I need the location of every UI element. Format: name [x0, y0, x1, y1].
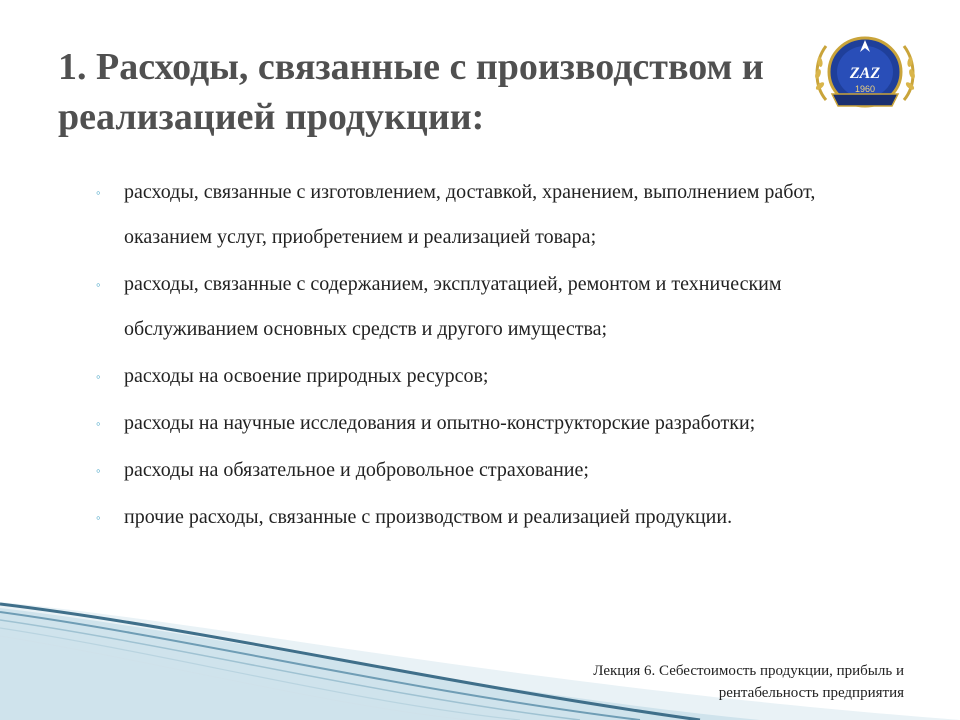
slide-title: 1. Расходы, связанные с производством и реализацией продукции: [58, 46, 764, 138]
bullet-list [96, 170, 896, 542]
circle-bullet-icon: ◦ [96, 510, 101, 525]
circle-bullet-icon: ◦ [96, 277, 101, 292]
svg-text:1960: 1960 [854, 84, 876, 94]
circle-bullet-icon: ◦ [96, 185, 101, 200]
bullet-item [96, 262, 896, 352]
bullet-text: расходы, связанные с изготовлением, доставкой, хранением, выполнением работ, оказанием услуг, приобретением и реализацией товара; [124, 181, 816, 248]
bullet-text: расходы на научные исследования и опытно-конструкторские разработки; [124, 412, 756, 434]
bullet-text: расходы, связанные с содержанием, эксплуатацией, ремонтом и техническим обслуживанием основных средств и другого имущества; [124, 273, 782, 340]
circle-bullet-icon: ◦ [96, 463, 101, 478]
bullet-item [96, 495, 896, 540]
circle-bullet-icon: ◦ [96, 416, 101, 431]
bullet-text: расходы на обязательное и добровольное страхование; [124, 459, 589, 481]
bullet-item [96, 354, 896, 399]
bullet-text: расходы на освоение природных ресурсов; [124, 365, 489, 387]
footer-caption [444, 660, 904, 704]
footer-line-2: рентабельность предприятия [718, 685, 904, 701]
bullet-item [96, 401, 896, 446]
bullet-text: прочие расходы, связанные с производством и реализацией продукции. [124, 506, 733, 528]
circle-bullet-icon: ◦ [96, 369, 101, 384]
university-emblem-icon [812, 28, 918, 114]
footer-line-1: Лекция 6. Себестоимость продукции, прибыль и [593, 663, 904, 679]
bullet-item [96, 170, 896, 260]
bullet-item [96, 448, 896, 493]
svg-text:ZAZ: ZAZ [849, 65, 881, 82]
